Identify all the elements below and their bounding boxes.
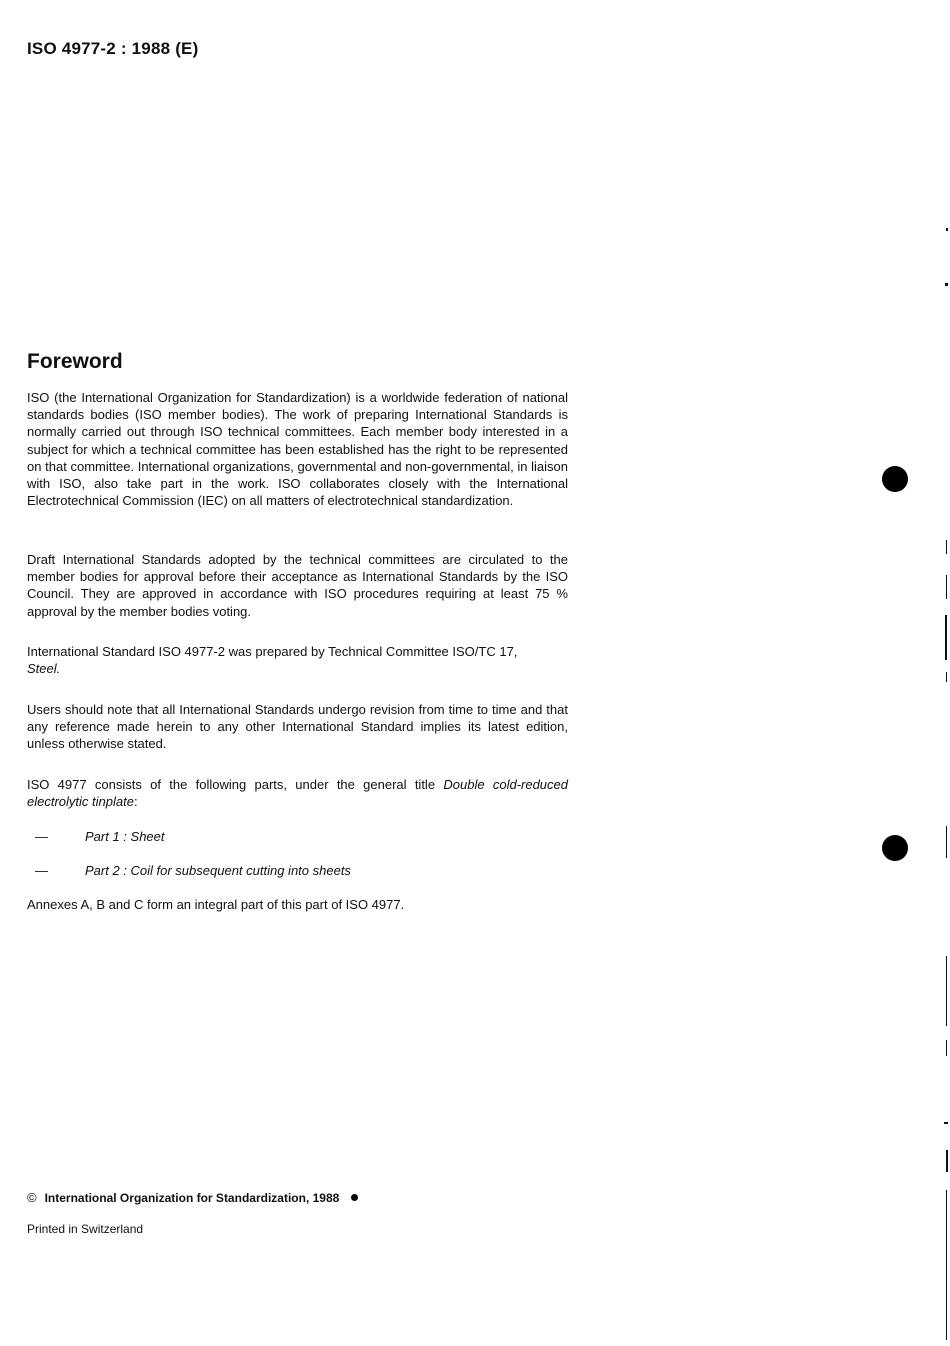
paragraph-5-text: ISO 4977 consists of the following parts, under the general title: [27, 777, 436, 792]
list-dash: —: [35, 863, 48, 878]
scan-edge-mark: [946, 575, 947, 599]
foreword-paragraph-1: ISO (the International Organization for Standardization) is a worldwide federation of national standards bodies (ISO member bodies). The work of preparing International Standards is normally carried out through ISO technical committees. Each member body interested in a subject for which a technical committee has been established has the right to be represented on that committee. International organizations, governmental and non-governmental, in liaison with ISO, also take part in the work. ISO collaborates closely with the International Electrotechnical Commission (IEC) on all matters of electrotechnical standardization.: [27, 390, 568, 509]
scan-edge-mark: [945, 283, 948, 286]
scan-edge-mark: [946, 672, 947, 682]
scan-edge-mark: [946, 1150, 948, 1172]
list-dash: —: [35, 829, 48, 844]
punch-hole-icon: [882, 466, 908, 492]
copyright-icon: ©: [27, 1190, 37, 1205]
page-title: Foreword: [27, 350, 123, 373]
copyright-line: [27, 1189, 358, 1207]
foreword-paragraph-4: Users should note that all International Standards undergo revision from time to time and that any reference made herein to any other International Standard implies its latest edition, unless otherwise stated.: [27, 702, 568, 752]
parts-list: [27, 828, 351, 896]
foreword-paragraph-2: Draft International Standards adopted by the technical committees are circulated to the member bodies for approval before their acceptance as International Standards by the ISO Council. They are approved in accordance with ISO procedures requiring at least 75 % approval by the member bodies voting.: [27, 552, 568, 619]
scan-edge-mark: [945, 615, 947, 660]
part-label: Part 2 : Coil for subsequent cutting into sheets: [85, 863, 351, 878]
scan-edge-mark: [946, 1190, 947, 1340]
copyright-text: International Organization for Standardization, 1988: [44, 1191, 340, 1205]
bullet-dot-icon: [351, 1194, 358, 1201]
document-id-header: ISO 4977-2 : 1988 (E): [27, 39, 199, 58]
foreword-paragraph-3: [27, 643, 568, 677]
general-title: Double cold-reduced electrolytic tinplate: [27, 777, 568, 810]
list-item: [27, 828, 351, 862]
part-label: Part 1 : Sheet: [85, 829, 165, 844]
printed-location: Printed in Switzerland: [27, 1222, 144, 1236]
scan-edge-mark: [946, 540, 947, 554]
scan-edge-mark: [946, 228, 948, 231]
paragraph-3-text: International Standard ISO 4977-2 was prepared by Technical Committee ISO/TC 17,: [27, 644, 518, 659]
scan-edge-mark: [946, 1040, 947, 1056]
scan-edge-mark: [946, 826, 947, 858]
scan-edge-mark: [946, 956, 947, 1026]
foreword-paragraph-5: [27, 776, 568, 810]
punch-hole-icon: [882, 835, 908, 861]
list-item: [27, 862, 351, 896]
committee-name: Steel.: [27, 661, 61, 677]
general-title-colon: :: [133, 794, 138, 810]
scan-edge-mark: [944, 1122, 948, 1124]
annex-note: Annexes A, B and C form an integral part of this part of ISO 4977.: [27, 897, 405, 912]
